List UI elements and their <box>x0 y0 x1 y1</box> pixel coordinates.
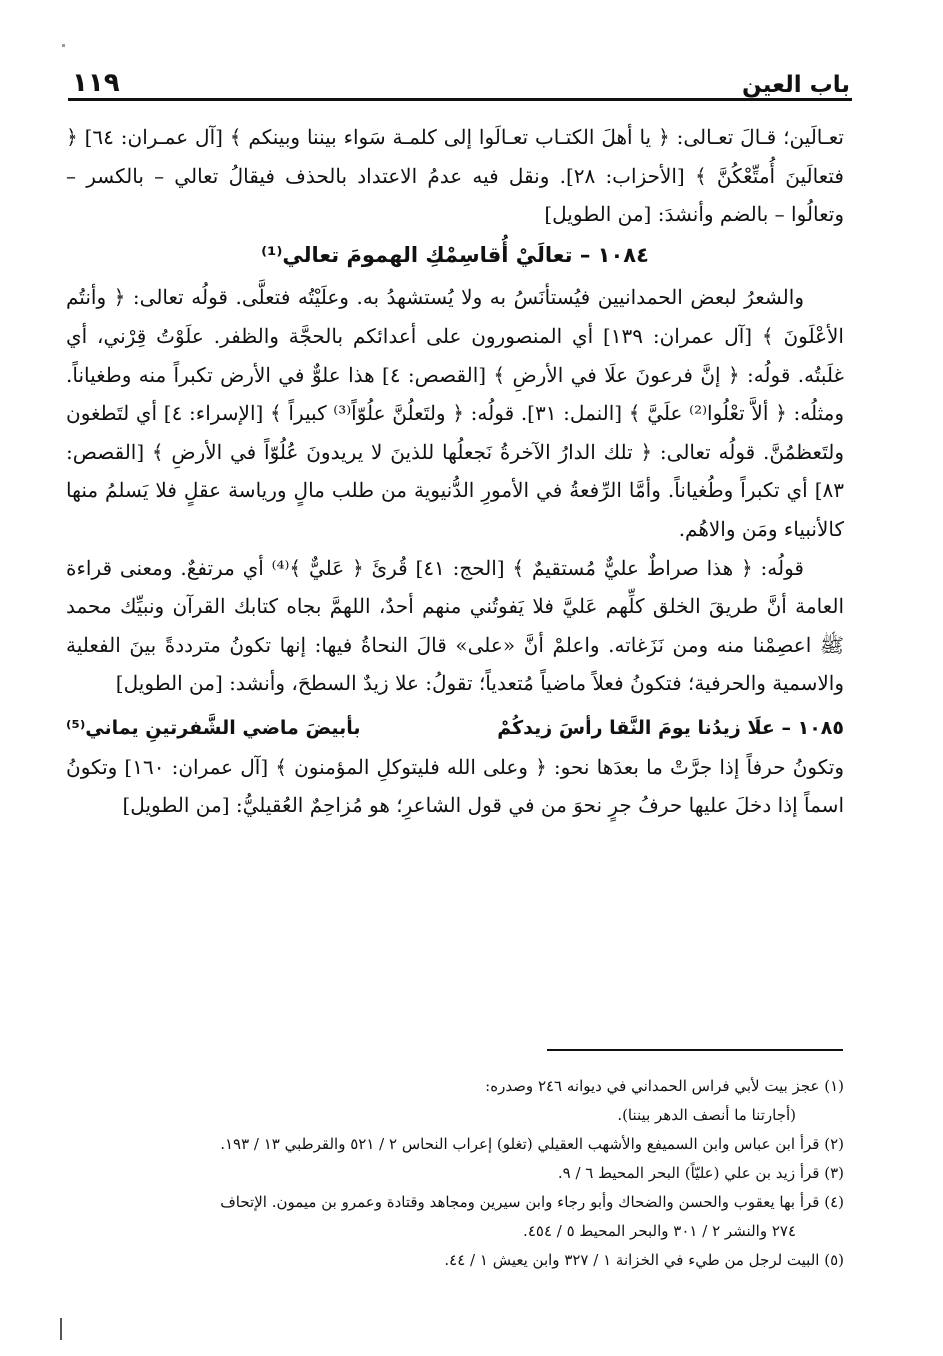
footnote-rule <box>547 1049 843 1051</box>
paragraph: تعـالَين؛ قـالَ تعـالى: ﴿ يا أهلَ الكتـاب تعـالَوا إلى كلمـة سَواء بيننا وبينكم ﴾ [آل عمـران: ٦٤] ﴿ فتعالَينَ أُمتِّعْكُنَّ ﴾ [الأحزاب: ٢٨]. ونقل فيه عدمُ الاعتداد بالحذف فيقالُ تعالي – بالكسر – وتعالُوا – بالضم وأنشدَ: [من الطويل] <box>66 125 844 227</box>
margin-mark <box>60 1318 62 1340</box>
main-text <box>66 118 844 825</box>
footnotes <box>72 1072 844 1275</box>
paragraph: وتكونُ حرفاً إذا جرَّتْ ما بعدَها نحو: ﴿ وعلى الله فليتوكلِ المؤمنون ﴾ [آل عمران: ١٦٠] وتكونُ اسماً إذا دخلَ عليها حرفُ جرٍ نحوَ من في قول الشاعرِ؛ هو مُزاحِمٌ العُقيليُّ: [من الطويل] <box>66 754 844 818</box>
chapter-title: باب العين <box>742 72 850 98</box>
footnote-1: (١) عجز بيت لأبي فراس الحمداني في ديوانه ٢٤٦ وصدره: <box>485 1077 844 1095</box>
footnote-4-continuation: ٢٧٤ والنشر ٢ / ٣٠١ والبحر المحيط ٥ / ٤٥٤. <box>523 1222 796 1240</box>
footnote-2: (٢) قرأ ابن عباس وابن السميفع والأشهب العقيلي (تغلو) إعراب النحاس ٢ / ٥٢١ والقرطبي ١٣ / ١٩٣. <box>220 1135 844 1153</box>
verse-second-hemistich: بأبيضَ ماضي الشَّفرتينِ يماني⁽⁵⁾ <box>66 716 361 739</box>
paragraph: قولُه: ﴿ هذا صراطٌ عليٌّ مُستقيمٌ ﴾ [الحج: ٤١] قُرئَ ﴿ عَليٌّ ﴾⁽⁴⁾ أي مرتفعٌ. ومعنى قراءة العامة أنَّ طريقَ الخلق كلِّهم عَليَّ فلا يَفوتُني منهم أحدٌ، اللهمَّ بجاه كتابك القرآن ونبيِّك محمد ﷺ اعصِمْنا منه ومن نَزَغاته. واعلمْ أنَّ «على» قالَ النحاةُ فيها: إنها تكونُ مترددةً بينَ الفعلية والاسمية والحرفية؛ فتكونُ فعلاً ماضياً مُتعدياً؛ تقولُ: علا زيدٌ السطحَ، وأنشد: [من الطويل] <box>66 555 844 696</box>
footnote-5: (٥) البيت لرجل من طيء في الخزانة ١ / ٣٢٧ وابن يعيش ١ / ٤٤. <box>444 1251 844 1269</box>
scan-mark <box>62 44 65 47</box>
footnote-3: (٣) قرأ زيد بن علي (عليّاً) البحر المحيط ٦ / ٩. <box>557 1164 844 1182</box>
page-number: ١١٩ <box>72 68 120 98</box>
header-rule <box>68 98 852 101</box>
verse-first-hemistich: ١٠٨٥ – علَا زيدُنا يومَ النَّقا رأسَ زيدكُمْ <box>497 716 844 739</box>
verse-heading-1084: ١٠٨٤ – تعالَيْ أُقاسِمْكِ الهمومَ تعالي⁽¹⁾ <box>261 242 649 267</box>
paragraph: والشعرُ لبعض الحمدانيين فيُستأنَسُ به ولا يُستشهدُ به. وعلَيْتُه فتعلَّى. قولُه تعالى: ﴿ وأنتُم الأعْلَونَ ﴾ [آل عمران: ١٣٩] أي المنصورون على أعدائكم بالحجَّة والظفر. علَوْتُ قِرْني، أي غلَبتُه. قولُه: ﴿ إنَّ فرعونَ علَا في الأرضِ ﴾ [القصص: ٤] هذا علوٌّ في الأرض تكبراً منه وطغياناً. ومثلُه: ﴿ ألاَّ تعْلُوا⁽²⁾ علَيَّ ﴾ [النمل: ٣١]. قولُه: ﴿ ولتَعلُنَّ علُوّاً⁽³⁾ كبيراً ﴾ [الإسراء: ٤] أي لتَطغون ولتَعظمُنَّ. قولُه تعالى: ﴿ تلك الدارُ الآخرةُ نَجعلُها للذينَ لا يريدونَ عُلُوّاً في الأرضِ ﴾ [القصص: ٨٣] أي تكبراً وطُغياناً. وأمَّا الرِّفعةُ في الأمورِ الدُّنيوية من طلب مالٍ ورياسة عقلٍ فلا يَسلمُ منها كالأنبياء ومَن والاهُم. <box>66 285 844 541</box>
footnote-4: (٤) قرأ بها يعقوب والحسن والضحاك وأبو رجاء وابن سيرين ومجاهد وقتادة وعمرو بن ميمون. الإتحاف <box>220 1193 844 1211</box>
footnote-1-continuation: (أجارتنا ما أنصف الدهر بيننا). <box>617 1106 796 1124</box>
verse-1085 <box>66 709 844 748</box>
page-header <box>72 58 850 98</box>
